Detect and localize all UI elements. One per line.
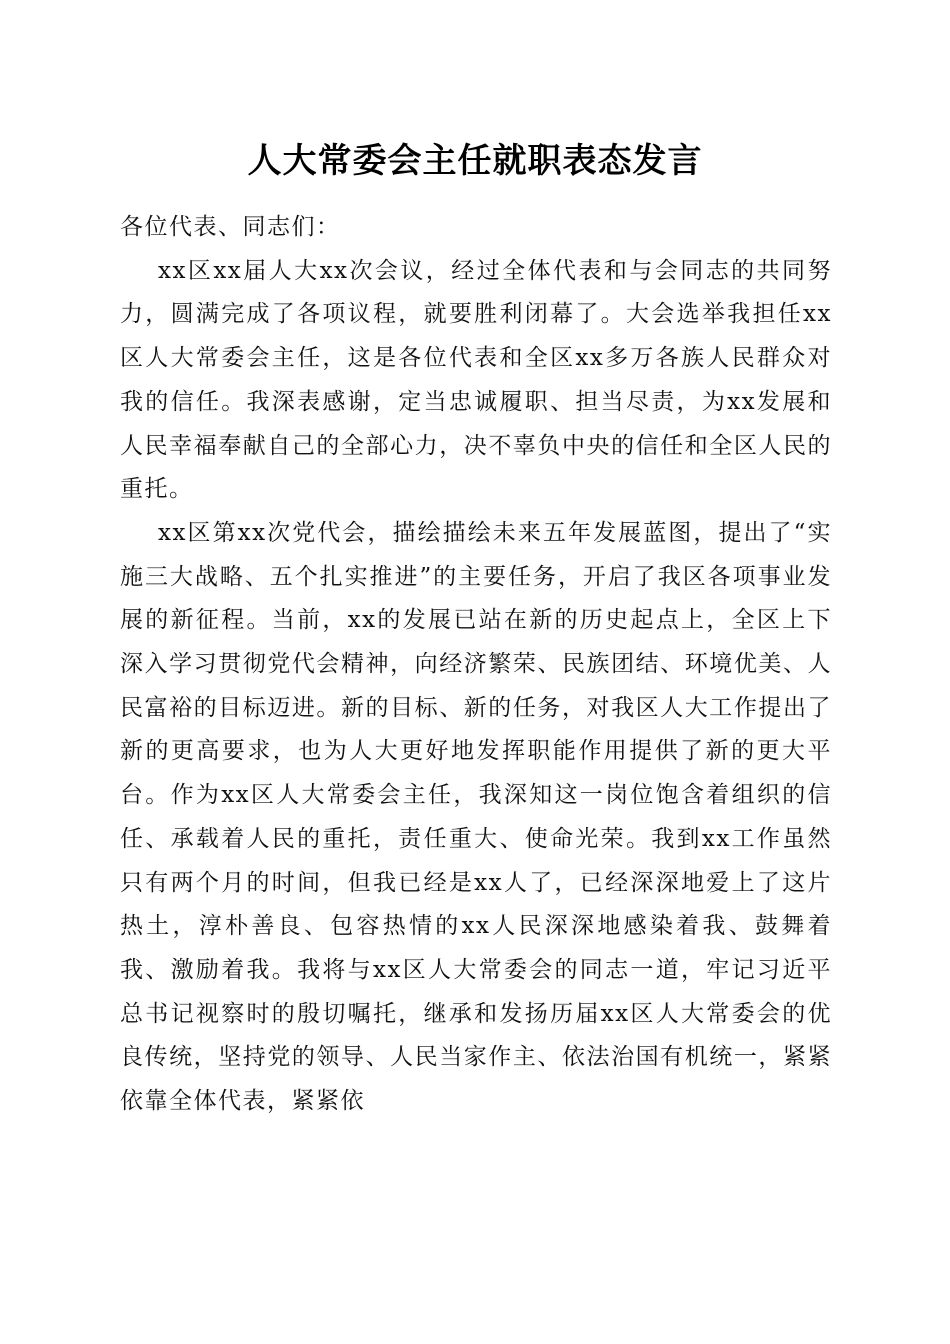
document-body (120, 206, 832, 1124)
paragraph-1: xx区xx届人大xx次会议，经过全体代表和与会同志的共同努力，圆满完成了各项议程，就要胜利闭幕了。大会选举我担任xx区人大常委会主任，这是各位代表和全区xx多万各族人民群众对我的信任。我深表感谢，定当忠诚履职、担当尽责，为xx发展和人民幸福奉献自己的全部心力，决不辜负中央的信任和全区人民的重托。 (120, 257, 832, 503)
salutation: 各位代表、同志们： (120, 214, 341, 240)
paragraph-2: xx区第xx次党代会，描绘描绘未来五年发展蓝图，提出了“实施三大战略、五个扎实推进”的主要任务，开启了我区各项事业发展的新征程。当前，xx的发展已站在新的历史起点上，全区上下深入学习贯彻党代会精神，向经济繁荣、民族团结、环境优美、人民富裕的目标迈进。新的目标、新的任务，对我区人大工作提出了新的更高要求，也为人大更好地发挥职能作用提供了新的更大平台。作为xx区人大常委会主任，我深知这一岗位饱含着组织的信任、承载着人民的重托，责任重大、使命光荣。我到xx工作虽然只有两个月的时间，但我已经是xx人了，已经深深地爱上了这片热土，淳朴善良、包容热情的xx人民深深地感染着我、鼓舞着我、激励着我。我将与xx区人大常委会的同志一道，牢记习近平总书记视察时的殷切嘱托，继承和发扬历届xx区人大常委会的优良传统，坚持党的领导、人民当家作主、依法治国有机统一，紧紧依靠全体代表，紧紧依 (120, 519, 832, 1115)
document-title: 人大常委会主任就职表态发言 (247, 141, 703, 181)
